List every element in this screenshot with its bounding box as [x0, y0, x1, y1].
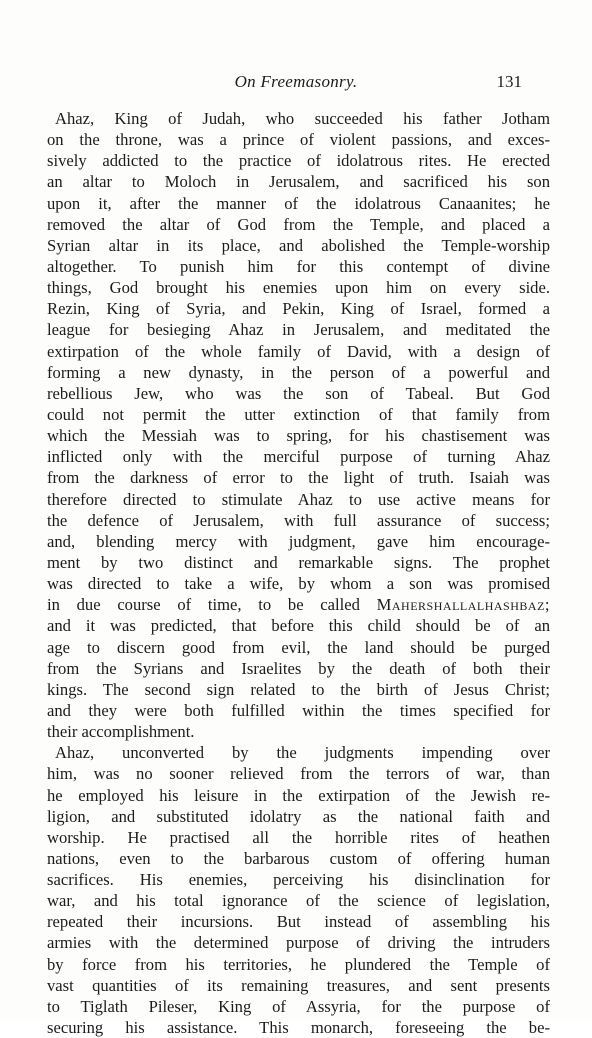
running-head [32, 72, 560, 96]
text-line: and it was predicted, that before this child should be of an [47, 616, 550, 636]
text-line: could not permit the utter extinction of that family from [47, 404, 550, 424]
text-line: things, God brought his enemies upon him on every side. [47, 278, 550, 298]
text-line: Syrian altar in its place, and abolished the Temple-worship [47, 235, 550, 255]
text-line: repeated their incursions. But instead of assembling his [47, 912, 550, 932]
text-line: and, blending mercy with judgment, gave him encourage- [47, 531, 550, 551]
text-line: him, was no sooner relieved from the terrors of war, than [47, 764, 550, 784]
text-line: by force from his territories, he plundered the Temple of [47, 954, 550, 974]
body-text [47, 108, 550, 1038]
text-line: forming a new dynasty, in the person of a powerful and [47, 362, 550, 382]
text-line: securing his assistance. This monarch, foreseeing the be- [47, 1018, 550, 1038]
text-line: was directed to take a wife, by whom a son was promised [47, 574, 550, 594]
running-title: On Freemasonry. [234, 72, 358, 91]
text-line: ligion, and substituted idolatry as the national faith and [47, 806, 550, 826]
text-line: from the Syrians and Israelites by the death of both their [47, 658, 550, 678]
text-line: and they were both fulfilled within the times specified for [47, 700, 550, 720]
page-number: 131 [496, 72, 522, 91]
text-line: Rezin, King of Syria, and Pekin, King of Israel, formed a [47, 299, 550, 319]
text-line: sacrifices. His enemies, perceiving his disinclination for [47, 870, 550, 890]
text-line: vast quantities of its remaining treasures, and sent presents [47, 975, 550, 995]
text-line: ment by two distinct and remarkable signs. The prophet [47, 552, 550, 572]
text-line: kings. The second sign related to the birth of Jesus Christ; [47, 679, 550, 699]
text-line: league for besieging Ahaz in Jerusalem, and meditated the [47, 320, 550, 340]
text-line: an altar to Moloch in Jerusalem, and sacrificed his son [47, 172, 550, 192]
text-line: rebellious Jew, who was the son of Tabeal. But God [47, 383, 550, 403]
text-line: the defence of Jerusalem, with full assurance of success; [47, 510, 550, 530]
text-line: removed the altar of God from the Temple, and placed a [47, 214, 550, 234]
text-line: armies with the determined purpose of driving the intruders [47, 933, 550, 953]
text-line: to Tiglath Pileser, King of Assyria, for the purpose of [47, 996, 550, 1016]
proper-name: Mahershallalhashbaz; [376, 595, 551, 615]
text-line [47, 594, 550, 615]
text-line: their accomplishment. [47, 722, 195, 742]
text-line: worship. He practised all the horrible rites of heathen [47, 827, 550, 847]
text-line: inflicted only with the merciful purpose of turning Ahaz [47, 447, 550, 467]
text-line: sively addicted to the practice of idolatrous rites. He erected [47, 151, 550, 171]
text-line: altogether. To punish him for this contempt of divine [47, 256, 550, 276]
text-line: he employed his leisure in the extirpation of the Jewish re- [47, 785, 550, 805]
text-line: Ahaz, King of Judah, who succeeded his father Jotham [55, 109, 550, 128]
text-line: upon it, after the manner of the idolatrous Canaanites; he [47, 193, 550, 213]
text-line: which the Messiah was to spring, for his chastisement was [47, 426, 550, 446]
text-line: age to discern good from evil, the land should be purged [47, 637, 550, 657]
text-line: extirpation of the whole family of David, with a design of [47, 341, 550, 361]
text-line: war, and his total ignorance of the science of legislation, [47, 891, 550, 911]
text-line: from the darkness of error to the light of truth. Isaiah was [47, 468, 550, 488]
text-line: Ahaz, unconverted by the judgments impending over [55, 743, 550, 763]
text-line: nations, even to the barbarous custom of offering human [47, 848, 550, 868]
text-line: on the throne, was a prince of violent passions, and exces- [47, 130, 550, 150]
text-line: therefore directed to stimulate Ahaz to use active means for [47, 489, 550, 509]
text-fragment: in due course of time, to be called [47, 595, 360, 615]
